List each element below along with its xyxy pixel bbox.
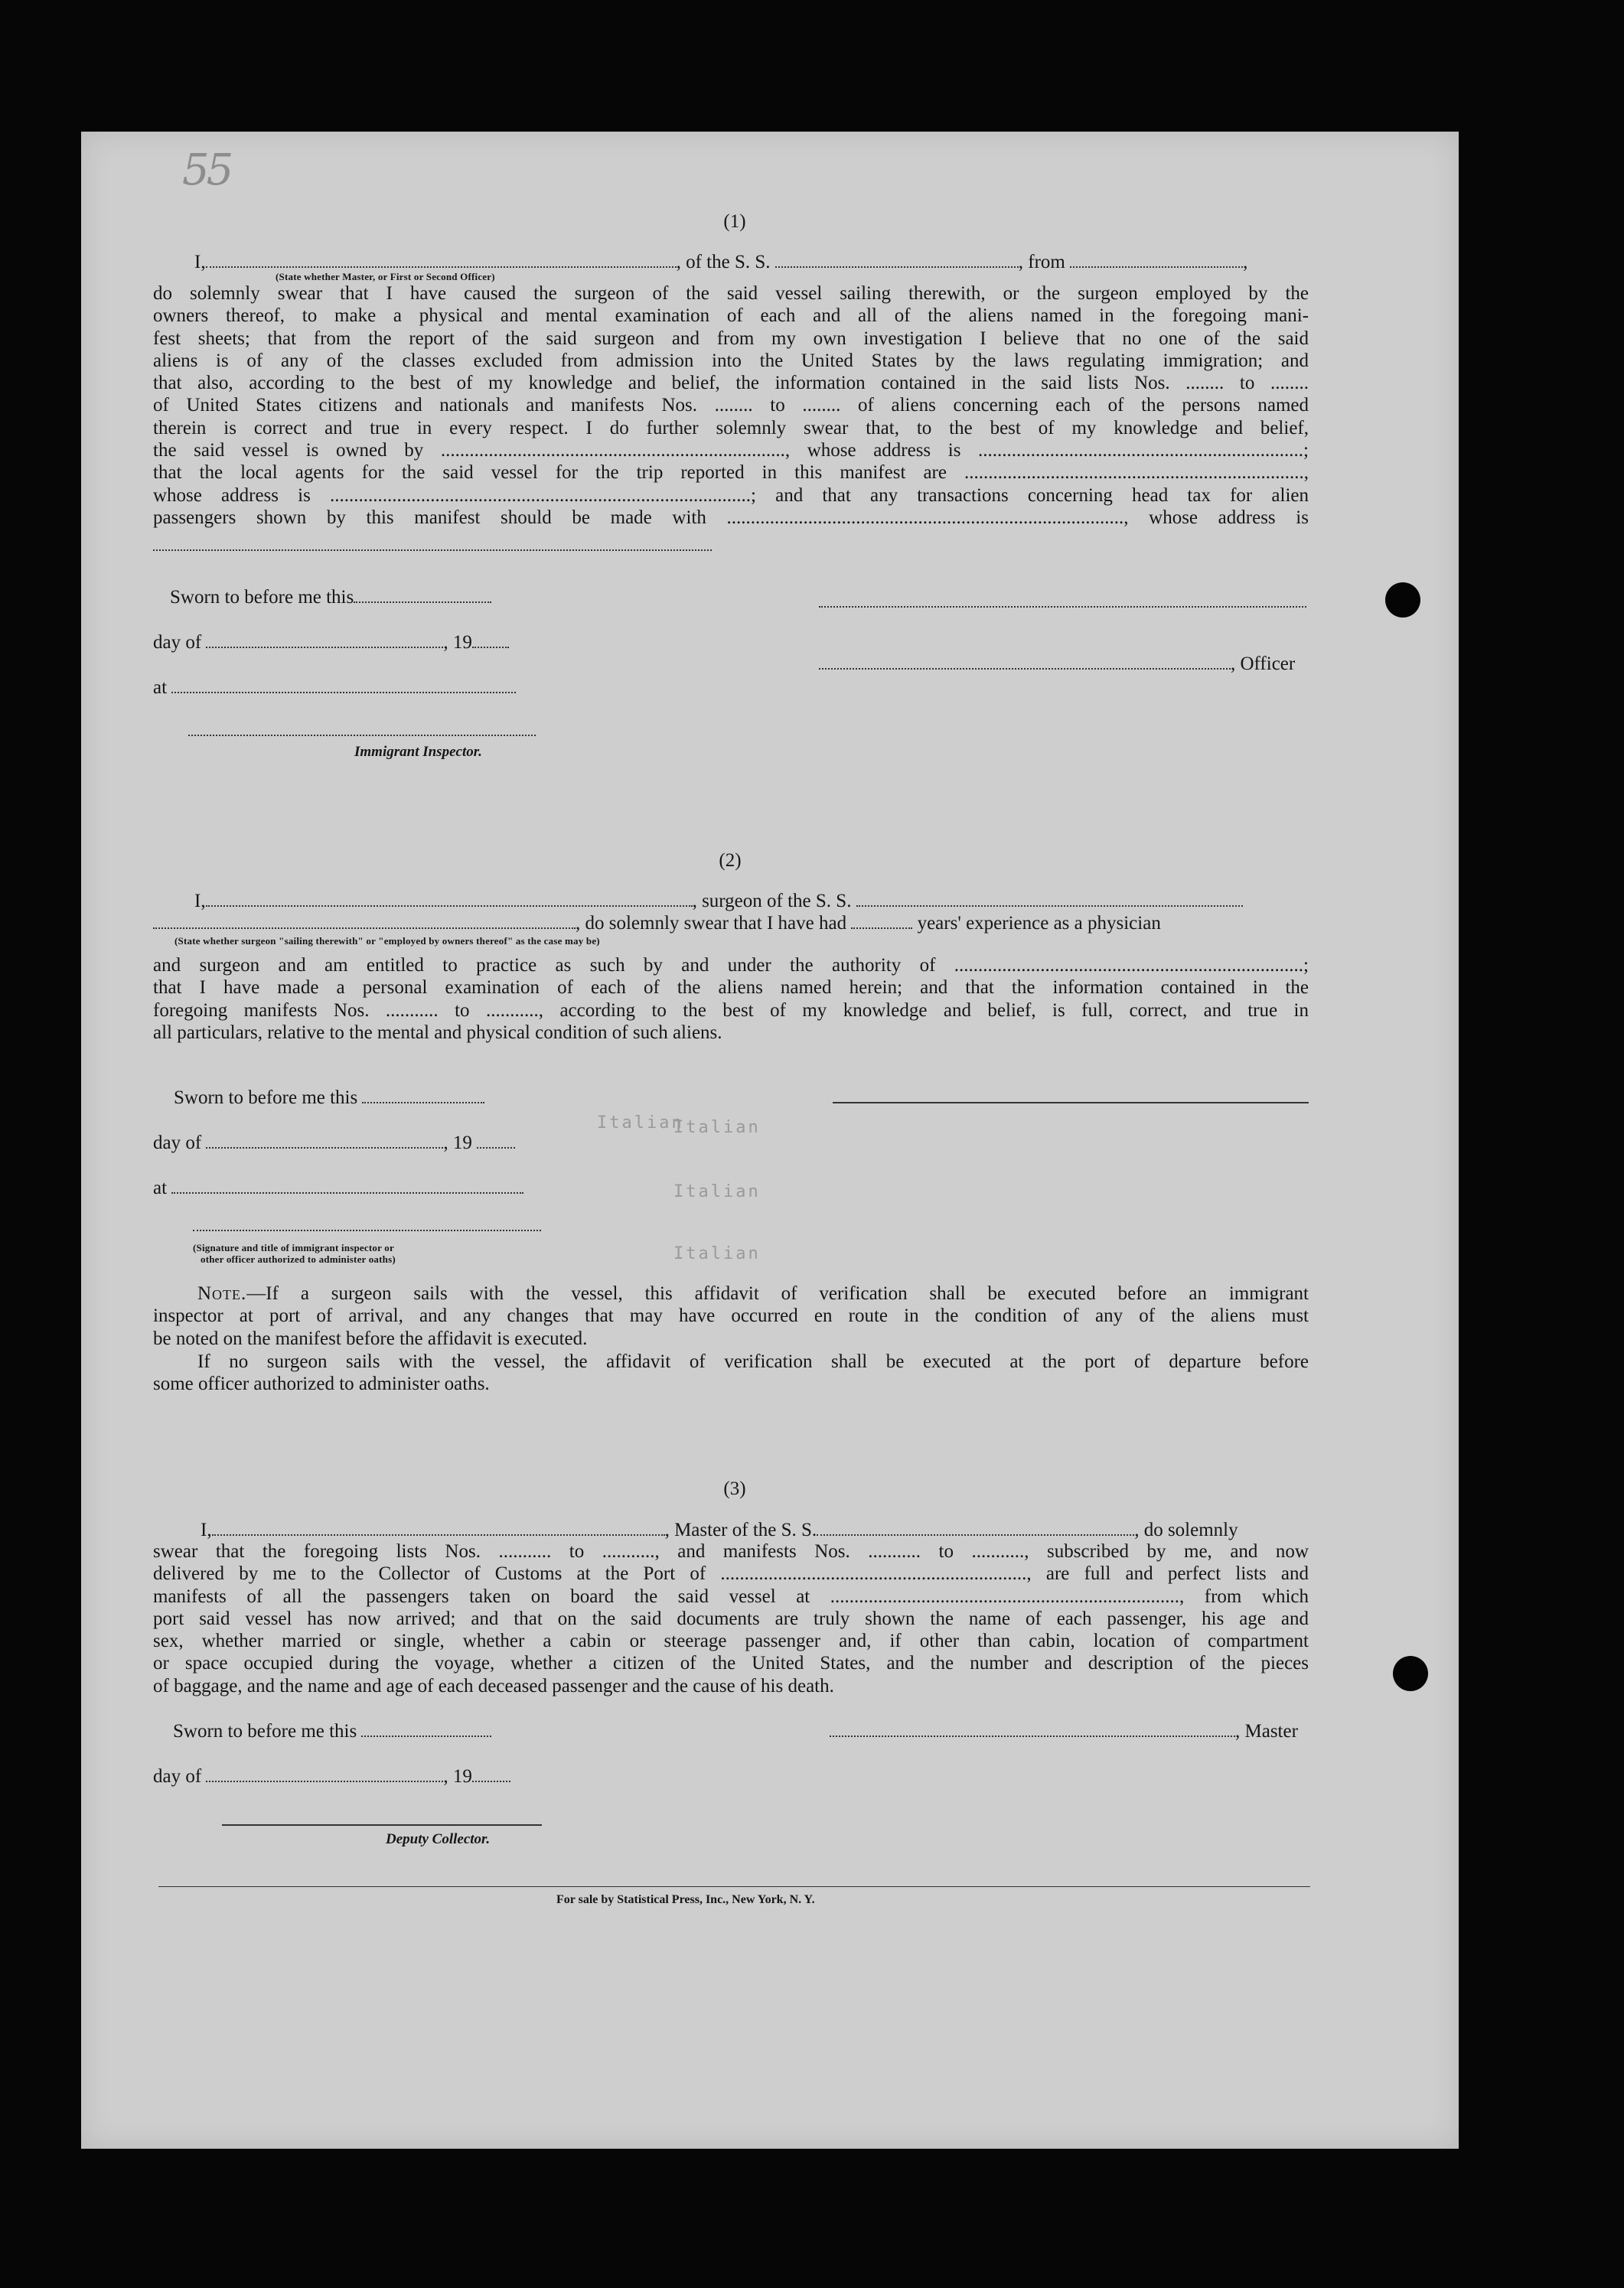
pencil-margin-note: 55 xyxy=(182,145,231,195)
day-of-field[interactable] xyxy=(206,633,443,648)
inspector-signature-field[interactable] xyxy=(188,735,536,736)
surgeon-note-text: Note.—If a surgeon sails with the vessel, this affidavit of verification shall be executed before an immigrant inspector at port of arrival, and any changes that may have occurred en route in the condition of any of the aliens must xyxy=(153,1283,1309,1327)
section-1-sworn-line: Sworn to before me this xyxy=(170,586,491,609)
oath-line: and surgeon and am entitled to practice as such by and under the authority of .........................................................................; xyxy=(153,955,1309,976)
surgeon-signature-line[interactable] xyxy=(833,1102,1309,1103)
oath-line: owners thereof, to make a physical and mental examination of each and all of the aliens named in the foregoing mani- xyxy=(153,305,1309,327)
oath-line: of baggage, and the name and age of each deceased passenger and the cause of his death. xyxy=(153,1676,834,1696)
section-2-second-line: , do solemnly swear that I have had years' experience as a physician xyxy=(153,912,1161,935)
master-signature-line: , Master xyxy=(830,1720,1298,1743)
oath-line: manifests of all the passengers taken on board the said vessel at ........................................................................., from which xyxy=(153,1586,1309,1607)
surgeon-status-field[interactable] xyxy=(153,914,576,929)
sworn-date-field[interactable] xyxy=(362,1088,484,1103)
oath-line: aliens is of any of the classes excluded from admission into the United States by the laws regulating immigration; and xyxy=(153,350,1309,371)
footer-rule xyxy=(158,1886,1310,1887)
surgeon-vessel-field[interactable] xyxy=(856,891,1243,907)
bleed-through-text: Italian xyxy=(673,1118,761,1137)
oath-line: that the local agents for the said vessel for the trip reported in this manifest are ......................................................................., xyxy=(153,462,1309,484)
bleed-through-text: Italian xyxy=(673,1182,761,1201)
note-label: Note. xyxy=(197,1283,247,1304)
master-vessel-field[interactable] xyxy=(817,1520,1134,1536)
immigrant-inspector-caption: Immigrant Inspector. xyxy=(354,744,482,760)
bleed-through-text: Italian xyxy=(673,1244,761,1263)
oath-line: that also, according to the best of my knowledge and belief, the information contained in the said lists Nos. ........ to ........ xyxy=(153,373,1309,394)
section-3-sworn-line: Sworn to before me this xyxy=(173,1720,491,1743)
officer-name-field[interactable] xyxy=(206,253,677,268)
punch-hole-bottom xyxy=(1393,1656,1428,1691)
oath-line: all particulars, relative to the mental and physical condition of such aliens. xyxy=(153,1022,722,1043)
section-2-sworn-line: Sworn to before me this xyxy=(174,1087,484,1110)
officer-signature-field[interactable] xyxy=(819,654,1231,670)
section-1-at-line: at xyxy=(153,676,516,699)
oath-line: foregoing manifests Nos. ........... to ..........., according to the best of my knowledge and belief, is full, correct, and true in xyxy=(153,999,1309,1021)
day-of-field[interactable] xyxy=(206,1767,443,1782)
section-2-at-line: at xyxy=(153,1177,523,1200)
at-place-field[interactable] xyxy=(171,678,516,693)
section-1-oath-text xyxy=(153,282,1309,529)
section-2-day-line: day of , 19 xyxy=(153,1132,515,1155)
section-2-first-line: I, , surgeon of the S. S. xyxy=(194,890,1243,913)
whose-address-field[interactable] xyxy=(153,549,712,551)
printer-footer: For sale by Statistical Press, Inc., New York, N. Y. xyxy=(556,1893,815,1906)
vessel-name-field[interactable] xyxy=(775,253,1019,268)
section-2-number: (2) xyxy=(719,850,742,871)
note-line: If no surgeon sails with the vessel, the affidavit of verification shall be executed at the port of departure before xyxy=(197,1351,1309,1372)
oath-line: of United States citizens and nationals and manifests Nos. ........ to ........ of aliens concerning each of the persons named xyxy=(153,395,1309,416)
master-name-field[interactable] xyxy=(212,1520,665,1536)
oath-line: whose address is ........................................................................................; and that any transactions concerning head tax for alien xyxy=(153,484,1309,506)
note-line: inspector at port of arrival, and any changes that may have occurred en route in the condition of any of the aliens must xyxy=(153,1305,1309,1327)
day-of-field[interactable] xyxy=(206,1133,443,1149)
oath-line: delivered by me to the Collector of Customs at the Port of ................................................................, are full and perfect lists and xyxy=(153,1563,1309,1585)
section-1-day-line: day of , 19 xyxy=(153,631,509,654)
years-experience-field[interactable] xyxy=(851,914,912,929)
punch-hole-top xyxy=(1385,582,1420,618)
surgeon-name-field[interactable] xyxy=(206,891,693,907)
sworn-date-field[interactable] xyxy=(361,1722,491,1737)
no-surgeon-note xyxy=(197,1351,1309,1373)
collector-signature-line[interactable] xyxy=(222,1824,542,1826)
year-field[interactable] xyxy=(477,1133,515,1149)
section-3-oath-text xyxy=(153,1540,1309,1675)
section-1-number: (1) xyxy=(723,211,746,232)
oath-line: therein is correct and true in every respect. I do further solemnly swear that, to the best of my knowledge and belief, xyxy=(153,417,1309,438)
oath-line: or space occupied during the voyage, whether a citizen of the United States, and the number and description of the pieces xyxy=(153,1653,1309,1674)
note-line: some officer authorized to administer oaths. xyxy=(153,1374,490,1394)
surgeon-status-note: (State whether surgeon "sailing therewith" or "employed by owners thereof" as the case may be) xyxy=(174,935,600,947)
inspector-signature-field[interactable] xyxy=(193,1230,541,1231)
oath-line: passengers shown by this manifest should be made with ..................................................................................., whose address is xyxy=(153,507,1309,528)
section-3-number: (3) xyxy=(723,1478,746,1499)
year-field[interactable] xyxy=(472,633,509,648)
deputy-collector-caption: Deputy Collector. xyxy=(386,1831,491,1847)
section-1-first-line: I, , of the S. S. , from , xyxy=(194,252,1248,272)
note-line: be noted on the manifest before the affidavit is executed. xyxy=(153,1328,588,1349)
master-signature-field[interactable] xyxy=(830,1722,1235,1737)
signature-title-note: other officer authorized to administer oaths) xyxy=(201,1253,396,1265)
officer-signature-line: , Officer xyxy=(819,653,1295,676)
oath-line: port said vessel has now arrived; and that on the said documents are truly shown the name of each passenger, his age and xyxy=(153,1608,1309,1629)
signature-title-note: (Signature and title of immigrant inspector or xyxy=(193,1242,394,1253)
sworn-date-field[interactable] xyxy=(354,588,491,603)
section-2-oath-text xyxy=(153,954,1309,1022)
oath-line: swear that the foregoing lists Nos. ........... to ..........., and manifests Nos. ........... to ..........., subscribed by me, and now xyxy=(153,1541,1309,1562)
oath-line: the said vessel is owned by ........................................................................, whose address is ....................................................................; xyxy=(153,440,1309,461)
section-3-first-line: I, , Master of the S. S. , do solemnly xyxy=(201,1520,1238,1540)
bleed-through-text: Italian xyxy=(597,1113,684,1133)
officer-rank-note: (State whether Master, or First or Second Officer) xyxy=(276,271,495,282)
oath-line: sex, whether married or single, whether a cabin or steerage passenger and, if other than cabin, location of compartment xyxy=(153,1631,1309,1652)
oath-line: fest sheets; that from the report of the said surgeon and from my own investigation I believe that no one of the said xyxy=(153,328,1309,349)
section-3-day-line: day of , 19 xyxy=(153,1765,510,1788)
at-place-field[interactable] xyxy=(171,1178,523,1194)
oath-line: do solemnly swear that I have caused the surgeon of the said vessel sailing therewith, or the surgeon employed by the xyxy=(153,283,1309,304)
officer-signature-line-1[interactable] xyxy=(819,606,1306,608)
from-port-field[interactable] xyxy=(1070,253,1243,268)
year-field[interactable] xyxy=(472,1767,510,1782)
oath-line: that I have made a personal examination of each of the aliens named herein; and that the information contained in the xyxy=(153,977,1309,999)
